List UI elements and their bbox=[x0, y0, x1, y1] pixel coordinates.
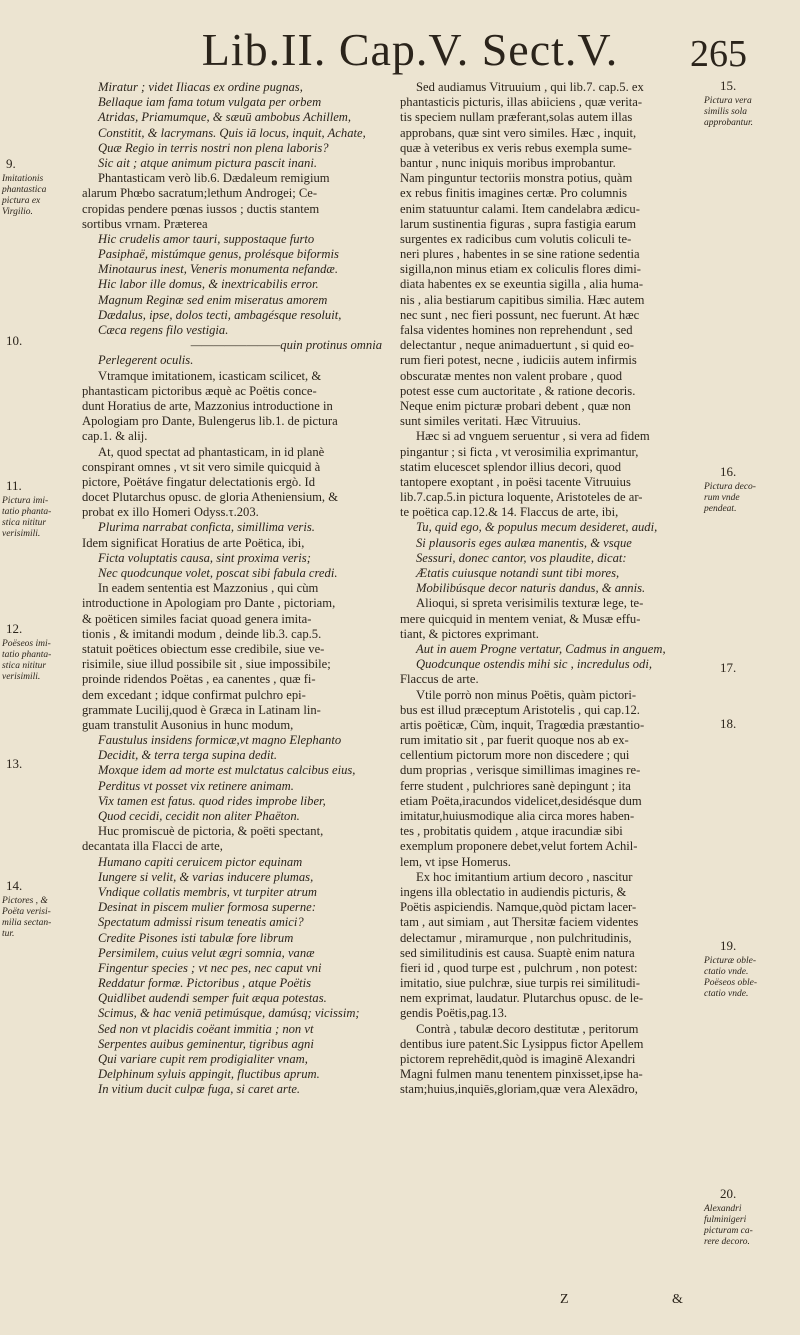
text-line: sed similitudinis est causa. Suaptè enim natura bbox=[400, 945, 635, 960]
text-line: fieri id , quod turpe est , pulchrum , non potest: bbox=[400, 960, 638, 975]
text-line: statuit poëtices obiectum esse credibile, siue ve- bbox=[82, 641, 325, 656]
text-line: Sed non vt placidis coëant immitia ; non vt bbox=[98, 1021, 314, 1036]
text-line: imitatur,huiusmodique alia circa mores haben- bbox=[400, 809, 635, 823]
margin-note-number: 17. bbox=[720, 660, 737, 675]
text-line: sigilla,non minus etiam ex coliculis flores dimi- bbox=[400, 262, 641, 277]
text-line: In vitium ducit culpæ fuga, si caret arte. bbox=[98, 1082, 301, 1097]
margin-note-line: Poëta verisi- bbox=[2, 907, 51, 917]
margin-note-number: 12. bbox=[6, 621, 23, 636]
text-line: diata habentes ex se exeuntia sigilla , alia huma- bbox=[400, 277, 644, 292]
text-line: proinde ridendos Poëtas , ea canentes , quæ fi- bbox=[82, 672, 316, 687]
text-line: decantata illa Flacci de arte, bbox=[82, 839, 223, 854]
text-line: Atridas, Priamumque, & sæuū ambobus Achillem, bbox=[98, 110, 352, 125]
text-line: In eadem sententia est Mazzonius , qui cùm bbox=[98, 581, 319, 596]
text-line: dum proprias , verisque simillimas imagines re- bbox=[400, 763, 641, 778]
margin-note-line: Pictura imi- bbox=[2, 496, 49, 506]
text-line: potest esse cum auctoritate , & ratione decoris. bbox=[400, 383, 636, 398]
text-line: Mobilibúsque decor naturis dandus, & annis. bbox=[416, 581, 646, 596]
text-line: Quidlibet audendi semper fuit æqua potestas. bbox=[98, 991, 327, 1006]
text-line: Spectatum admissi risum teneatis amici? bbox=[98, 915, 304, 930]
text-line: Fingentur species ; vt nec pes, nec caput vni bbox=[98, 960, 322, 975]
text-line: nem exprimat, laudatur. Plutarchus opusc. de le- bbox=[400, 991, 644, 1006]
margin-note-line: approbantur. bbox=[704, 118, 754, 128]
text-line: obscuratæ mentes non valent probare , quod bbox=[400, 368, 623, 383]
text-line: Huc promiscuè de pictoria, & poëti spectant, bbox=[98, 824, 324, 839]
text-line: imitatio, siue pulchræ, siue turpis rei similitudi- bbox=[400, 976, 640, 991]
text-line: tiant, & pictores exprimant. bbox=[400, 626, 539, 641]
margin-note-line: Alexandri bbox=[704, 1204, 742, 1214]
text-line: Magnum Reginæ sed enim miseratus amorem bbox=[98, 292, 328, 307]
text-line: larum sustinentia figuras , supra fastigia earum bbox=[400, 216, 637, 231]
margin-note-line: tatio phanta- bbox=[2, 507, 52, 517]
text-line: artis poëticæ, Cùm, inquit, Tragœdia præstantio- bbox=[400, 717, 645, 732]
margin-note-line: tur. bbox=[2, 929, 15, 939]
running-head: Lib.II. Cap.V. Sect.V. bbox=[201, 24, 619, 75]
text-line: Scimus, & hac veniā petimúsque, damúsq; vicissim; bbox=[98, 1006, 360, 1021]
text-line: cap.1. & alij. bbox=[82, 429, 148, 444]
text-line: Qui variare cupit rem prodigialiter vnam, bbox=[98, 1052, 308, 1066]
text-line: dunt Horatius de arte, Mazzonius introductione in bbox=[82, 398, 333, 413]
text-line: At, quod spectat ad phantasticam, in id planè bbox=[98, 444, 325, 459]
text-line: mere quicquid in mentem veniat, & Musæ effu- bbox=[400, 611, 641, 626]
text-line: Flaccus de arte. bbox=[400, 672, 479, 687]
text-line: Serpentes auibus geminentur, tigribus agni bbox=[98, 1036, 314, 1051]
margin-note-number: 15. bbox=[720, 78, 737, 93]
text-line: pictorem reprehēdit,quòd is imaginē Alexandri bbox=[400, 1052, 636, 1066]
text-line: Sed audiamus Vitruuium , qui lib.7. cap.5. ex bbox=[416, 80, 644, 94]
margin-note-line: rum vnde bbox=[704, 493, 740, 503]
text-line: Poëtis aspiciendis. Namque,quòd pictam lacer- bbox=[400, 900, 637, 915]
text-line: delectamur , miramurque , non pulchritudinis, bbox=[400, 930, 632, 945]
margin-note-number: 18. bbox=[720, 716, 737, 731]
text-line: lib.7.cap.5.in pictura loquente, Aristoteles de ar- bbox=[400, 490, 643, 505]
text-line: dentibus iure patent.Sic Lysippus fictor Apellem bbox=[400, 1036, 644, 1051]
text-line: Vix tamen est fatus. quod rides improbe liber, bbox=[98, 793, 326, 808]
text-line: statim elucescet splendor illius decori, quod bbox=[400, 459, 622, 474]
text-line: Si plausoris eges aulæa manentis, & vsque bbox=[416, 535, 632, 550]
text-line: Nam pinguntur tectoriis monstra potius, quàm bbox=[400, 171, 633, 186]
text-line: introductione in Apologiam pro Dante , pictoriam, bbox=[82, 596, 336, 611]
text-line: Idem significat Horatius de arte Poëtica, ibi, bbox=[82, 535, 305, 550]
text-line: tam , aut simiam , aut Thersitæ faciem videntes bbox=[400, 915, 639, 930]
left-text-column bbox=[82, 80, 382, 1098]
signature-mark: Z bbox=[560, 1292, 569, 1307]
margin-note-line: Pictores , & bbox=[2, 896, 48, 906]
margin-note-line: Poëseos imi- bbox=[2, 639, 51, 649]
text-line: Quæ Regio in terris nostri non plena laboris? bbox=[98, 140, 329, 155]
margin-note-line: Imitationis bbox=[2, 174, 44, 184]
margin-note-line: similis sola bbox=[704, 107, 748, 117]
text-line: quæ à veteribus ex veris rebus exempla sume- bbox=[400, 140, 632, 155]
text-line: Minotaurus inest, Veneris monumenta nefandæ. bbox=[98, 262, 338, 277]
text-line: neri plures , habentes in se sine ratione sedentia bbox=[400, 247, 640, 262]
text-line: Bellaque iam fama totum vulgata per orbem bbox=[98, 95, 322, 110]
text-line: tes , probitatis quidem , atque iracundiæ sibi bbox=[400, 824, 623, 839]
text-line: rum fieri potest, necne , iudiciis autem infirmis bbox=[400, 353, 637, 368]
text-line: guam transtulit Ausonius in hunc modum, bbox=[82, 717, 294, 732]
margin-note-line: pendeat. bbox=[704, 504, 737, 514]
text-line: etiam Poëta,iracundos videlicet,desidésque dum bbox=[400, 793, 642, 808]
text-line: ex rebus finitis imagines certæ. Pro columnis bbox=[400, 186, 628, 201]
text-line: ingens illa oblectatio in audiendis picturis, & bbox=[400, 884, 627, 899]
text-line: stam;huius,inquiēs,gloriam,quæ vera Alexādro, bbox=[400, 1082, 638, 1097]
text-line: Hæc si ad vnguem seruentur , si vera ad fidem bbox=[416, 429, 650, 444]
text-line: risimile, siue illud possibile sit , siue impossibile; bbox=[82, 657, 331, 672]
text-line: Quodcunque ostendis mihi sic , incredulus odi, bbox=[416, 657, 652, 672]
text-line: Ex hoc imitantium artium decoro , nascitur bbox=[416, 869, 633, 884]
margin-note-line: ctatio vnde. bbox=[704, 989, 749, 999]
text-line: Dædalus, ipse, dolos tecti, ambagésque resoluit, bbox=[98, 307, 342, 322]
text-line: bus est illud præceptum Aristotelis , qui cap.12. bbox=[400, 702, 640, 717]
text-line: Quod cecidi, cecidit non aliter Phaëton. bbox=[98, 809, 300, 823]
text-line: Ficta voluptatis causa, sint proxima veris; bbox=[98, 550, 311, 565]
text-line: cellentium pictorum more non discedere ; qui bbox=[400, 748, 630, 763]
margin-note-line: Pictura deco- bbox=[704, 482, 756, 492]
margin-note-number: 10. bbox=[6, 333, 23, 348]
text-line: tantopere exoptant , in poësi tacente Vitruuius bbox=[400, 474, 631, 489]
page-header bbox=[0, 20, 800, 80]
margin-note-number: 13. bbox=[6, 756, 23, 771]
page-number: 265 bbox=[690, 33, 747, 75]
text-line: sortibus vrnam. Præterea bbox=[82, 216, 208, 231]
text-line: alarum Phœbo sacratum;lethum Androgei; Ce- bbox=[82, 186, 318, 201]
margin-note-number: 19. bbox=[720, 938, 737, 953]
margin-note-line: ctatio vnde. bbox=[704, 967, 749, 977]
text-line: rum imitatio sit , par fuerit quoque nos ab ex- bbox=[400, 733, 629, 748]
text-line: tis speciem nullam præferant,solas autem illas bbox=[400, 110, 633, 125]
text-line: Pasiphaë, mistúmque genus, prolésque biformis bbox=[98, 247, 339, 262]
text-line: ferre student , pulchriores sanè depingunt ; ita bbox=[400, 778, 631, 793]
margin-note-line: Poëseos oble- bbox=[704, 978, 758, 988]
margin-note-line: stica nititur bbox=[2, 661, 47, 671]
text-line: Delphinum syluis appingit, fluctibus aprum. bbox=[98, 1067, 320, 1082]
text-line: conspirant omnes , vt sit vero simile quicquid à bbox=[82, 459, 321, 474]
text-line: Neque enim picturæ probari debent , quæ non bbox=[400, 398, 631, 413]
text-line: docet Plutarchus opusc. de gloria Atheniensium, & bbox=[82, 490, 339, 505]
text-line: pingantur ; si ficta , vt verosimilia exprimantur, bbox=[400, 444, 639, 459]
text-line: Desinat in piscem mulier formosa superne: bbox=[98, 900, 316, 915]
text-line: ————————quin protinus omnia bbox=[190, 338, 382, 353]
margin-note-number: 20. bbox=[720, 1186, 737, 1201]
text-line: Apologiam pro Dante, Bulengerus lib.1. de pictura bbox=[82, 414, 338, 429]
text-line: bantur , nunc iniquis moribus improbantur. bbox=[400, 155, 616, 170]
text-line: Perditus vt posset vix retinere animam. bbox=[98, 778, 294, 793]
text-line: Vtramque imitationem, icasticam scilicet, & bbox=[98, 368, 322, 383]
text-line: approbans, quæ sint vero similes. Hæc , inquit, bbox=[400, 125, 637, 140]
text-line: Contrà , tabulæ decoro destitutæ , peritorum bbox=[416, 1021, 639, 1036]
text-line: te poëtica cap.12.& 14. Flaccus de arte, ibi, bbox=[400, 505, 619, 520]
text-line: phantasticis picturis, illas abiiciens , quæ verita- bbox=[400, 95, 643, 110]
text-line: delectantur , neque animaduertunt , si quid eo- bbox=[400, 338, 634, 353]
margin-note-line: tatio phanta- bbox=[2, 650, 52, 660]
text-line: Moxque idem ad morte est mulctatus calcibus eius, bbox=[98, 763, 356, 778]
text-line: nec sunt , nec fieri possunt, nec fuerunt. At hæc bbox=[400, 307, 640, 322]
text-line: probat ex illo Homeri Odyss.τ.203. bbox=[82, 505, 259, 520]
text-line: Aut in auem Progne vertatur, Cadmus in anguem, bbox=[416, 641, 666, 656]
text-line: Magni fulmen manu tenentem pinxisset,ipse ha- bbox=[400, 1067, 643, 1082]
margin-note-number: 11. bbox=[6, 478, 22, 493]
margin-note-line: rere decoro. bbox=[704, 1237, 750, 1247]
text-line: Nec quodcunque volet, poscat sibi fabula credi. bbox=[98, 566, 338, 580]
text-line: Sic ait ; atque animum pictura pascit inani. bbox=[98, 155, 317, 170]
margin-note-line: Picturæ oble- bbox=[704, 956, 756, 966]
catchword: & bbox=[672, 1292, 683, 1307]
text-line: Humano capiti ceruicem pictor equinam bbox=[98, 854, 303, 869]
text-line: Cæca regens filo vestigia. bbox=[98, 323, 229, 337]
margin-note-line: Pictura vera bbox=[704, 96, 752, 106]
text-line: Credite Pisones isti tabulæ fore librum bbox=[98, 930, 294, 945]
text-line: Vtile porrò non minus Poëtis, quàm pictori- bbox=[416, 687, 637, 702]
margin-note-line: pictura ex bbox=[2, 196, 41, 206]
text-line: tionis , & imitandi modum , deinde lib.3. cap.5. bbox=[82, 626, 322, 641]
text-line: Tu, quid ego, & populus mecum desideret, audi, bbox=[416, 520, 658, 535]
text-line: gendis Poëtis,pag.13. bbox=[400, 1006, 508, 1021]
text-line: sunt similes veritati. Hæc Vitruuius. bbox=[400, 414, 581, 429]
text-line: Sessuri, donec cantor, vos plaudite, dicat: bbox=[416, 550, 627, 565]
margin-note-line: verisimili. bbox=[2, 672, 41, 682]
margin-note-line: phantastica bbox=[2, 185, 47, 195]
text-line: Hic labor ille domus, & inextricabilis error. bbox=[98, 277, 319, 292]
text-line: Decidit, & terra terga supina dedit. bbox=[98, 748, 277, 763]
text-line: Faustulus insidens formicæ,vt magno Elephanto bbox=[98, 733, 342, 748]
text-line: Plurima narrabat conficta, simillima veris. bbox=[98, 520, 315, 535]
text-line: pictore, Poëtáve fingatur delectationis ergò. Id bbox=[82, 474, 316, 489]
text-line: exemplum proponere debet,velut fortem Achil- bbox=[400, 839, 638, 854]
margin-note-line: verisimili. bbox=[2, 529, 41, 539]
text-line: falsa videntes homines non reprehendunt , sed bbox=[400, 323, 633, 337]
margin-note-line: milia sectan- bbox=[2, 918, 52, 928]
text-line: Perlegerent oculis. bbox=[98, 353, 194, 368]
text-line: Vndique collatis membris, vt turpiter atrum bbox=[98, 884, 317, 899]
text-line: Hic crudelis amor tauri, suppostaque furto bbox=[98, 231, 315, 246]
right-text-column bbox=[400, 80, 694, 1098]
margin-note-line: picturam ca- bbox=[704, 1226, 753, 1236]
text-line: enim statuuntur calami. Item candelabra ædicu- bbox=[400, 201, 640, 216]
text-line: dem excedant ; idque confirmat pulchro epi- bbox=[82, 687, 306, 702]
text-line: Constitit, & lacrymans. Quis iā locus, inquit, Achate, bbox=[98, 125, 366, 140]
text-line: phantasticam pictoribus æquè ac Poëtis conce- bbox=[82, 383, 317, 398]
text-line: Reddatur formæ. Pictoribus , atque Poëtis bbox=[98, 976, 312, 991]
text-line: & poëticen similes faciat quoad genera imita- bbox=[82, 611, 312, 626]
text-line: lem, vt ipse Homerus. bbox=[400, 854, 511, 869]
margin-note-number: 14. bbox=[6, 878, 23, 893]
margin-note-line: Virgilio. bbox=[2, 207, 33, 217]
text-line: Persimilem, cuius velut ægri somnia, vanæ bbox=[98, 945, 315, 960]
text-line: Miratur ; videt Iliacas ex ordine pugnas, bbox=[98, 80, 303, 94]
text-line: cropidas pendere pœnas iussos ; ductis stantem bbox=[82, 201, 320, 216]
text-line: grammate Lucilij,quod è Græca in Latinam lin- bbox=[82, 702, 321, 717]
margin-note-line: stica nititur bbox=[2, 518, 47, 528]
margin-note-number: 16. bbox=[720, 464, 737, 479]
text-line: Alioqui, si spreta verisimilis texturæ lege, te- bbox=[416, 596, 644, 611]
text-line: surgentes ex radicibus cum volutis coliculi te- bbox=[400, 231, 632, 246]
text-line: Phantasticam verò lib.6. Dædaleum remigium bbox=[98, 171, 330, 186]
margin-note-number: 9. bbox=[6, 156, 16, 171]
margin-note-line: fulminigeri bbox=[704, 1215, 747, 1225]
text-line: Ætatis cuiusque notandi sunt tibi mores, bbox=[416, 566, 620, 580]
text-line: nis , alia bestiarum capitibus similia. Hæc autem bbox=[400, 292, 645, 307]
text-line: Iungere si velit, & varias inducere plumas, bbox=[98, 869, 314, 884]
